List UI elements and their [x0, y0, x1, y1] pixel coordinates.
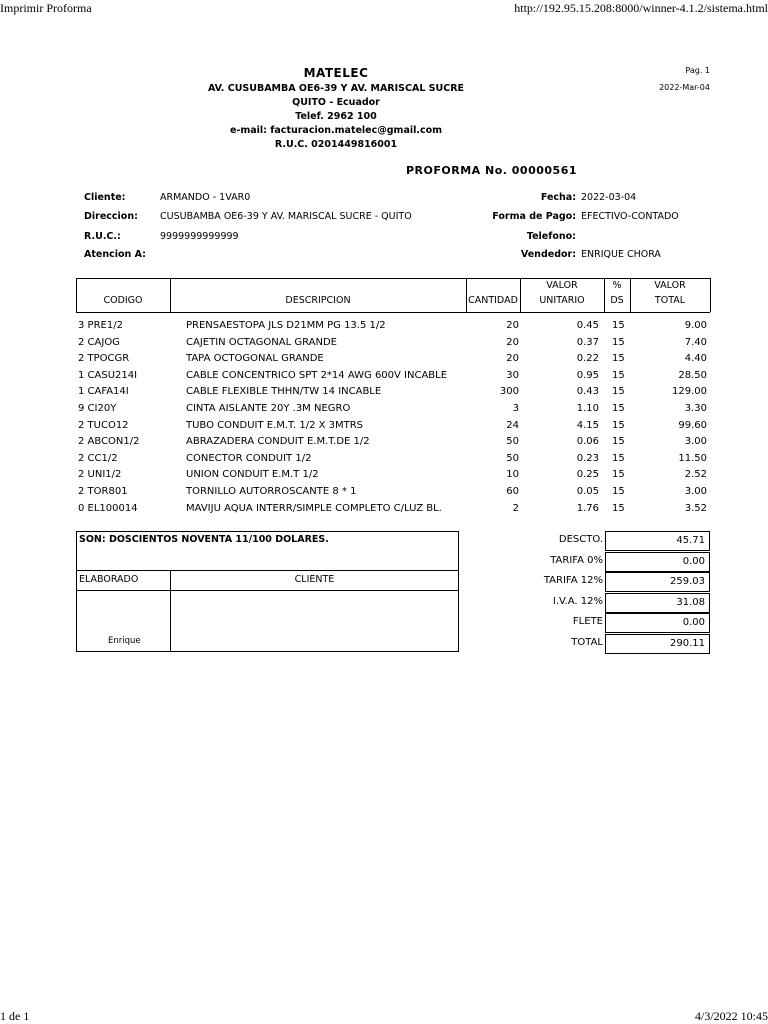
cell-valor-unitario: 0.95 [576, 369, 599, 381]
total-value: 259.03 [605, 572, 710, 592]
direccion-value: CUSUBAMBA OE6-39 Y AV. MARISCAL SUCRE - QUITO [160, 211, 412, 222]
page-date: 2022-Mar-04 [659, 83, 710, 92]
cell-valor-unitario: 0.37 [576, 336, 599, 348]
page-number: Pag. 1 [685, 66, 710, 75]
total-value: 31.08 [605, 593, 710, 613]
cell-valor-total: 9.00 [684, 320, 707, 331]
cell-descripcion: PRENSAESTOPA JLS D21MM PG 13.5 1/2 [186, 320, 386, 331]
total-label: I.V.A. 12% [552, 595, 603, 607]
proforma-title: PROFORMA No. 00000561 [406, 164, 578, 177]
cell-codigo: 1 CAFA14I [78, 386, 129, 398]
col-header-cantidad: CANTIDAD [468, 295, 518, 306]
cell-codigo: 2 TPOCGR [78, 353, 130, 365]
cell-valor-unitario: 0.05 [576, 486, 599, 497]
elaborado-by-name: Enrique [108, 636, 141, 646]
total-value: 290.11 [605, 634, 710, 654]
ruc-label: R.U.C.: [84, 231, 121, 242]
fecha-label: Fecha: [540, 192, 576, 203]
elaborado-label: ELABORADO [79, 574, 139, 585]
cell-descripcion: UNION CONDUIT E.M.T 1/2 [186, 469, 319, 481]
direccion-label: Direccion: [84, 211, 138, 222]
telefono-label: Telefono: [526, 231, 576, 242]
cell-codigo: 2 TUCO12 [78, 419, 129, 431]
cell-valor-unitario: 4.15 [576, 419, 599, 431]
cell-descuento: 15 [612, 486, 625, 497]
cell-cantidad: 20 [506, 353, 519, 365]
cell-codigo: 3 PRE1/2 [78, 320, 123, 331]
cell-valor-unitario: 0.23 [576, 452, 599, 464]
cell-cantidad: 300 [499, 386, 519, 398]
atencion-label: Atencion A: [84, 249, 146, 260]
cliente-value: ARMANDO - 1VAR0 [160, 192, 251, 203]
cell-valor-total: 3.00 [684, 486, 707, 497]
total-value: 0.00 [605, 613, 710, 633]
cell-valor-total: 3.52 [684, 502, 707, 514]
cell-descuento: 15 [612, 320, 625, 331]
cliente-signature-label: CLIENTE [294, 574, 335, 585]
forma-pago-value: EFECTIVO-CONTADO [581, 211, 679, 222]
col-header-valor-total-1: VALOR [654, 280, 686, 291]
cell-descripcion: TAPA OCTOGONAL GRANDE [186, 353, 324, 365]
total-label: DESCTO. [558, 534, 603, 545]
cell-descuento: 15 [612, 336, 625, 348]
cell-descuento: 15 [612, 353, 625, 365]
print-footer-page: 1 de 1 [0, 1009, 30, 1023]
cell-descuento: 15 [612, 469, 625, 481]
cell-descripcion: CABLE FLEXIBLE THHN/TW 14 INCABLE [186, 386, 382, 398]
cell-cantidad: 20 [506, 336, 519, 348]
print-header-title: Imprimir Proforma [0, 1, 92, 15]
cell-descuento: 15 [612, 419, 625, 431]
cell-cantidad: 24 [506, 419, 519, 431]
table-top-border [76, 278, 710, 279]
cell-cantidad: 60 [506, 486, 519, 497]
total-value: 45.71 [605, 531, 710, 551]
cell-descuento: 15 [612, 403, 625, 414]
print-footer-datetime: 4/3/2022 10:45 [694, 1009, 768, 1023]
total-label: TARIFA 12% [543, 575, 603, 586]
cell-codigo: 2 ABCON1/2 [78, 436, 140, 448]
cell-descripcion: TORNILLO AUTORROSCANTE 8 * 1 [186, 486, 357, 497]
cell-descripcion: CONECTOR CONDUIT 1/2 [186, 452, 312, 464]
ruc-value: 9999999999999 [160, 231, 239, 242]
col-header-ds-1: % [612, 280, 622, 291]
cell-descuento: 15 [612, 502, 625, 514]
cell-cantidad: 3 [512, 403, 519, 414]
col-header-codigo: CODIGO [103, 295, 143, 306]
cell-descripcion: TUBO CONDUIT E.M.T. 1/2 X 3MTRS [186, 419, 364, 431]
cell-codigo: 2 CAJOG [78, 336, 120, 348]
cell-valor-total: 3.30 [684, 403, 707, 414]
total-label: TOTAL [571, 636, 603, 648]
cell-valor-total: 99.60 [678, 419, 707, 431]
cell-descripcion: MAVIJU AQUA INTERR/SIMPLE COMPLETO C/LUZ BL. [186, 502, 442, 514]
vendedor-label: Vendedor: [520, 249, 576, 260]
cell-valor-unitario: 0.22 [576, 353, 599, 365]
cell-valor-unitario: 0.43 [576, 386, 599, 398]
cell-valor-total: 129.00 [672, 386, 707, 398]
col-header-descripcion: DESCRIPCION [285, 295, 351, 306]
cell-valor-total: 2.52 [684, 469, 707, 481]
cell-cantidad: 50 [506, 436, 519, 448]
cliente-label: Cliente: [84, 192, 126, 203]
cell-codigo: 0 EL100014 [78, 502, 138, 514]
company-city: QUITO - Ecuador [292, 97, 380, 108]
cell-cantidad: 30 [506, 369, 519, 381]
cell-valor-unitario: 0.45 [576, 320, 599, 331]
cell-cantidad: 20 [506, 320, 519, 331]
company-email: e-mail: facturacion.matelec@gmail.com [229, 125, 443, 136]
col-header-valor-unitario-1: VALOR [546, 280, 578, 291]
cell-codigo: 2 CC1/2 [78, 452, 118, 464]
cell-cantidad: 2 [512, 502, 519, 514]
company-name: MATELEC [303, 66, 369, 80]
vendedor-value: ENRIQUE CHORA [581, 249, 661, 260]
footer-block [76, 531, 459, 652]
col-header-valor-total-2: TOTAL [654, 295, 686, 306]
cell-codigo: 9 CI20Y [78, 403, 117, 414]
son-amount-text: SON: DOSCIENTOS NOVENTA 11/100 DOLARES. [79, 534, 329, 545]
cell-cantidad: 10 [506, 469, 519, 481]
cell-codigo: 1 CASU214I [78, 369, 138, 381]
col-header-valor-unitario-2: UNITARIO [539, 295, 585, 306]
cell-descripcion: CABLE CONCENTRICO SPT 2*14 AWG 600V INCABLE [186, 369, 448, 381]
cell-codigo: 2 TOR801 [78, 486, 128, 497]
cell-valor-total: 28.50 [678, 369, 707, 381]
forma-pago-label: Forma de Pago: [492, 211, 576, 222]
cell-valor-total: 3.00 [684, 436, 707, 448]
cell-valor-total: 7.40 [684, 336, 707, 348]
cell-valor-total: 11.50 [678, 452, 707, 464]
cell-valor-unitario: 1.10 [576, 403, 599, 414]
table-header-bottom-border [76, 312, 710, 313]
cell-descuento: 15 [612, 369, 625, 381]
total-label: TARIFA 0% [550, 554, 603, 566]
total-label: FLETE [572, 616, 603, 627]
col-header-ds-2: DS [610, 295, 624, 306]
cell-codigo: 2 UNI1/2 [78, 469, 122, 481]
cell-valor-unitario: 1.76 [576, 502, 599, 514]
cell-descuento: 15 [612, 436, 625, 448]
company-address: AV. CUSUBAMBA OE6-39 Y AV. MARISCAL SUCRE [207, 83, 465, 94]
cell-descuento: 15 [612, 386, 625, 398]
cell-descuento: 15 [612, 452, 625, 464]
cell-valor-unitario: 0.25 [576, 469, 599, 481]
cell-cantidad: 50 [506, 452, 519, 464]
total-value: 0.00 [605, 552, 710, 572]
company-ruc: R.U.C. 0201449816001 [274, 139, 398, 150]
cell-valor-total: 4.40 [684, 353, 707, 365]
fecha-value: 2022-03-04 [581, 192, 637, 203]
cell-descripcion: CINTA AISLANTE 20Y .3M NEGRO [186, 403, 351, 414]
cell-valor-unitario: 0.06 [576, 436, 599, 448]
print-header-url: http://192.95.15.208:8000/winner-4.1.2/sistema.html [514, 1, 768, 15]
company-phone: Telef. 2962 100 [295, 111, 377, 122]
cell-descripcion: CAJETIN OCTAGONAL GRANDE [186, 336, 337, 348]
cell-descripcion: ABRAZADERA CONDUIT E.M.T.DE 1/2 [186, 436, 370, 448]
